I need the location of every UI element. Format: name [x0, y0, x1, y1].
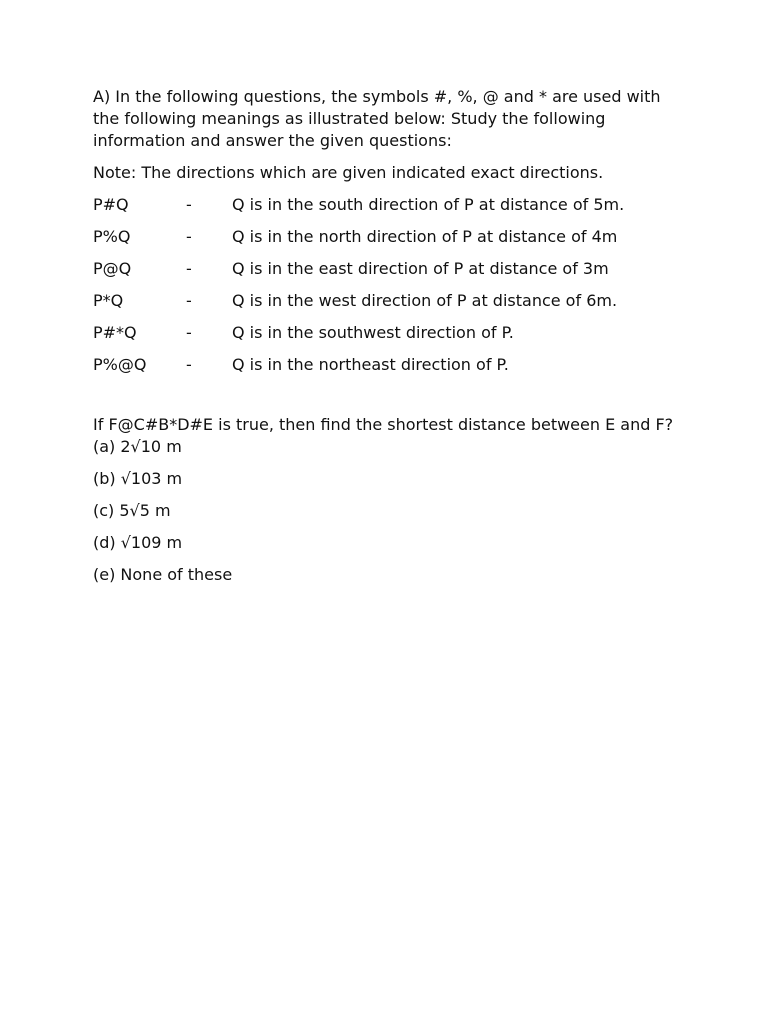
answer-option-b: (b) √103 m [93, 469, 183, 488]
intro-line: the following meanings as illustrated below: Study the following [93, 109, 606, 128]
answer-option-c: (c) 5√5 m [93, 501, 171, 520]
rule-dash: - [186, 291, 192, 310]
rule-row [93, 322, 693, 344]
rule-row [93, 354, 693, 376]
rule-dash: - [186, 195, 192, 214]
rule-symbol: P%@Q [93, 355, 147, 374]
rule-dash: - [186, 355, 192, 374]
rule-dash: - [186, 227, 192, 246]
rule-description: Q is in the southwest direction of P. [232, 323, 514, 342]
rules-list [93, 194, 693, 376]
rule-row [93, 226, 693, 248]
document-page [93, 86, 693, 596]
answer-option-d: (d) √109 m [93, 533, 183, 552]
intro-line: information and answer the given questions: [93, 131, 452, 150]
rule-dash: - [186, 323, 192, 342]
rule-description: Q is in the south direction of P at distance of 5m. [232, 195, 625, 214]
options-list [93, 436, 693, 586]
rule-row [93, 290, 693, 312]
rule-symbol: P%Q [93, 227, 131, 246]
question-text: If F@C#B*D#E is true, then find the shortest distance between E and F? [93, 415, 674, 434]
rule-symbol: P#Q [93, 195, 129, 214]
rule-dash: - [186, 259, 192, 278]
rule-symbol: P#*Q [93, 323, 137, 342]
rule-symbol: P*Q [93, 291, 124, 310]
answer-option-a: (a) 2√10 m [93, 437, 182, 456]
answer-option-e: (e) None of these [93, 565, 233, 584]
rule-description: Q is in the east direction of P at distance of 3m [232, 259, 609, 278]
rule-description: Q is in the north direction of P at distance of 4m [232, 227, 618, 246]
rule-row [93, 194, 693, 216]
rule-row [93, 258, 693, 280]
rule-symbol: P@Q [93, 259, 132, 278]
intro-paragraph [93, 86, 693, 152]
rule-description: Q is in the northeast direction of P. [232, 355, 509, 374]
intro-line: A) In the following questions, the symbols #, %, @ and * are used with [93, 87, 661, 106]
rule-description: Q is in the west direction of P at distance of 6m. [232, 291, 618, 310]
note-text: Note: The directions which are given indicated exact directions. [93, 163, 604, 182]
